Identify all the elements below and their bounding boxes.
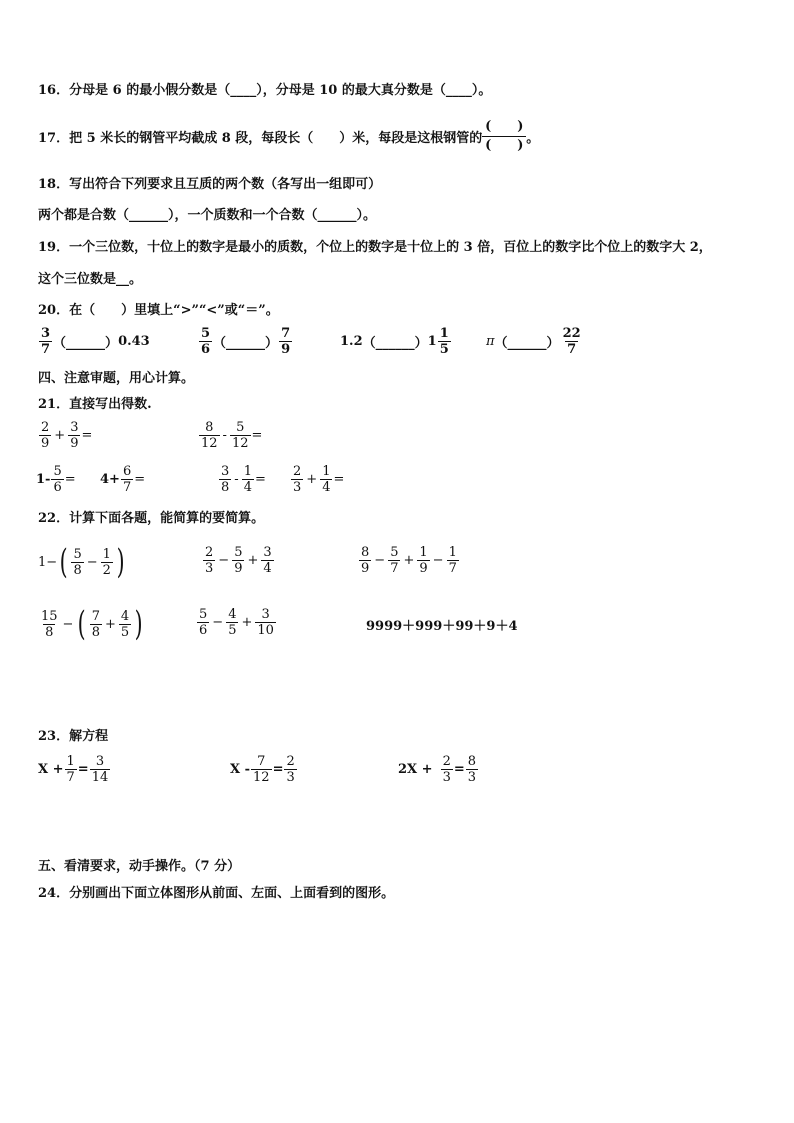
question-18-line2: 两个都是合数（______），一个质数和一个合数（______）。 (38, 208, 377, 223)
operator: − (212, 615, 224, 630)
denominator: 9 (281, 342, 291, 357)
pi-symbol: π (486, 334, 495, 349)
fraction (39, 420, 51, 451)
prefix: 1− (38, 554, 58, 570)
denominator: 7 (448, 561, 457, 576)
denominator: 3 (293, 480, 302, 495)
denominator: 2 (102, 562, 111, 578)
numerator: 5 (201, 326, 211, 341)
denominator: 3 (467, 770, 477, 785)
numerator: 7 (281, 326, 291, 341)
compare-item-2 (198, 326, 293, 357)
numerator: 3 (70, 420, 79, 435)
fraction (251, 754, 272, 785)
denominator: 5 (228, 623, 237, 638)
fraction (71, 547, 83, 578)
left-paren: ( (78, 604, 87, 644)
fraction (199, 420, 220, 451)
operator: − (218, 553, 230, 568)
equation-23b (230, 754, 298, 785)
denominator: 12 (201, 436, 218, 451)
numerator: 2 (293, 464, 302, 479)
fraction (119, 609, 131, 640)
equals: = (77, 762, 89, 777)
prefix: 1- (36, 472, 51, 487)
operator: + (247, 553, 259, 568)
fraction (226, 607, 238, 638)
blank-numerator: ( ) (485, 119, 524, 134)
compare-blank: （______） (362, 336, 428, 351)
equation-23c (398, 754, 479, 785)
fraction (388, 545, 400, 576)
numerator: 15 (41, 608, 58, 624)
operator: − (374, 553, 386, 568)
prefix: 4+ (100, 472, 120, 487)
denominator: 7 (567, 342, 577, 357)
numerator: 2 (286, 754, 295, 769)
operator: + (306, 472, 318, 487)
operator: - (222, 428, 227, 443)
value: 1.2 (340, 334, 363, 349)
denominator: 12 (253, 770, 270, 785)
numerator: 8 (361, 545, 370, 560)
denominator: 3 (286, 770, 295, 785)
denominator: 5 (120, 624, 130, 640)
numerator: 3 (221, 464, 230, 479)
denominator: 9 (361, 561, 370, 576)
denominator: 7 (122, 480, 132, 495)
calc-22d (38, 604, 145, 644)
denominator: 8 (91, 624, 100, 640)
fraction (121, 464, 133, 495)
numerator: 4 (120, 608, 130, 624)
denominator: 4 (322, 480, 331, 495)
operator: − (432, 553, 444, 568)
equals: = (254, 472, 266, 487)
fraction (359, 545, 371, 576)
calc-21e (218, 464, 266, 495)
denominator: 9 (70, 436, 79, 451)
numerator: 1 (102, 546, 111, 562)
fraction (219, 464, 231, 495)
fraction (232, 545, 244, 576)
denominator: 9 (419, 561, 428, 576)
prefix: X + (38, 762, 64, 777)
numerator: 3 (261, 607, 270, 622)
equals: = (333, 472, 345, 487)
denominator: 3 (442, 770, 451, 785)
operator: − (62, 616, 74, 632)
question-22: 22．计算下面各题，能简算的要简算。 (38, 511, 265, 526)
fraction (417, 545, 429, 576)
question-20: 20．在（ ）里填上“>”“<”或“＝”。 (38, 303, 279, 318)
calc-22f: 9999＋999＋99＋9＋4 (366, 619, 518, 634)
prefix: X - (230, 762, 251, 777)
numerator: 5 (53, 464, 62, 479)
denominator: 7 (390, 561, 399, 576)
question-17-text: 17．把 5 米长的钢管平均截成 8 段，每段长（ ）米，每段是这根钢管的 (38, 131, 483, 146)
prefix: 2X + (398, 762, 433, 777)
denominator: 4 (243, 480, 252, 495)
compare-item-1 (38, 326, 150, 357)
numerator: 5 (234, 545, 243, 560)
fraction (284, 754, 296, 785)
calc-22c (358, 545, 460, 576)
calc-21a (38, 420, 92, 451)
calc-22e (196, 607, 277, 638)
question-17 (38, 118, 539, 155)
compare-item-4 (486, 326, 584, 357)
question-24: 24．分别画出下面立体图形从前面、左面、上面看到的图形。 (38, 886, 395, 901)
denominator: 14 (91, 770, 109, 785)
right-paren: ) (134, 604, 143, 644)
equals: = (251, 428, 263, 443)
fraction (561, 326, 583, 357)
equation-23a (38, 754, 111, 785)
fraction (90, 754, 111, 785)
calc-21f (290, 464, 344, 495)
numerator: 1 (448, 545, 457, 560)
denominator: 6 (201, 342, 211, 357)
numerator: 2 (41, 420, 50, 435)
compare-item-3 (340, 326, 452, 357)
numerator: 3 (263, 545, 272, 560)
whole-number: 1 (427, 334, 437, 349)
value: 0.43 (118, 334, 150, 349)
numerator: 5 (199, 607, 208, 622)
fraction (90, 609, 102, 640)
equals: = (64, 472, 76, 487)
denominator: 9 (41, 436, 50, 451)
fraction (39, 326, 52, 357)
right-paren: ) (116, 542, 125, 582)
fraction (230, 420, 251, 451)
numerator: 5 (236, 420, 245, 435)
operator: + (241, 615, 253, 630)
numerator: 5 (390, 545, 399, 560)
section-5-heading: 五、看清要求，动手操作。（7 分） (38, 859, 241, 874)
fraction (242, 464, 254, 495)
denominator: 5 (439, 342, 449, 357)
fraction (466, 754, 478, 785)
numerator: 2 (205, 545, 214, 560)
numerator: 3 (95, 754, 105, 769)
equals: = (453, 762, 465, 777)
denominator: 8 (45, 624, 54, 640)
numerator: 4 (228, 607, 237, 622)
denominator: 4 (263, 561, 272, 576)
question-19-line2: 这个三位数是__。 (38, 272, 143, 287)
denominator: 6 (199, 623, 208, 638)
numerator: 1 (419, 545, 428, 560)
denominator: 3 (205, 561, 214, 576)
numerator: 2 (442, 754, 451, 769)
fraction (101, 547, 113, 578)
numerator: 5 (73, 546, 82, 562)
question-17-end: 。 (526, 131, 540, 146)
question-16: 16．分母是 6 的最小假分数是（____），分母是 10 的最大真分数是（____）。 (38, 83, 492, 98)
operator: + (105, 616, 116, 632)
fraction (438, 326, 451, 357)
operator: - (234, 472, 239, 487)
denominator: 7 (41, 342, 51, 357)
fraction (261, 545, 273, 576)
operator: − (86, 554, 98, 570)
numerator: 1 (439, 326, 449, 341)
numerator: 3 (41, 326, 51, 341)
question-21: 21．直接写出得数. (38, 397, 152, 412)
calc-21b (198, 420, 262, 451)
fraction (65, 754, 77, 785)
denominator: 12 (231, 436, 249, 451)
calc-21d (100, 464, 145, 495)
compare-blank: （______） (494, 336, 560, 351)
fraction (441, 754, 453, 785)
numerator: 22 (562, 326, 581, 341)
fraction (68, 420, 80, 451)
fraction (197, 607, 209, 638)
operator: + (403, 553, 415, 568)
compare-blank: （______） (213, 336, 279, 351)
left-paren: ( (59, 542, 68, 582)
numerator: 1 (66, 754, 75, 769)
numerator: 1 (243, 464, 252, 479)
numerator: 1 (322, 464, 331, 479)
numerator: 6 (122, 464, 132, 479)
equals: = (272, 762, 284, 777)
question-18-line1: 18．写出符合下列要求且互质的两个数（各写出一组即可） (38, 177, 382, 192)
fraction (255, 607, 276, 638)
denominator: 8 (73, 562, 82, 578)
numerator: 7 (91, 608, 100, 624)
numerator: 8 (205, 420, 214, 435)
fraction (199, 326, 212, 357)
fraction (447, 545, 459, 576)
denominator: 8 (221, 480, 230, 495)
numerator: 7 (257, 754, 266, 769)
denominator: 9 (234, 561, 243, 576)
compare-blank: （______） (53, 336, 119, 351)
fraction (279, 326, 292, 357)
numerator: 8 (467, 754, 477, 769)
calc-22a (38, 542, 127, 582)
fraction (39, 609, 60, 640)
calc-21c (36, 464, 76, 495)
answer-fraction-blank (482, 118, 526, 155)
question-19-line1: 19．一个三位数，十位上的数字是最小的质数，个位上的数字是十位上的 3 倍，百位上的数字比个位上的数字大 2， (38, 240, 712, 255)
equals: = (134, 472, 146, 487)
fraction (291, 464, 303, 495)
calc-22b (202, 545, 275, 576)
fraction (203, 545, 215, 576)
section-4-heading: 四、注意审题，用心计算。 (38, 371, 195, 386)
denominator: 7 (66, 770, 75, 785)
denominator: 6 (53, 480, 62, 495)
denominator: 10 (257, 623, 274, 638)
fraction (51, 464, 63, 495)
question-23: 23．解方程 (38, 729, 109, 744)
fraction (320, 464, 332, 495)
equals: = (81, 428, 93, 443)
operator: + (54, 428, 66, 443)
blank-denominator: ( ) (482, 136, 526, 155)
